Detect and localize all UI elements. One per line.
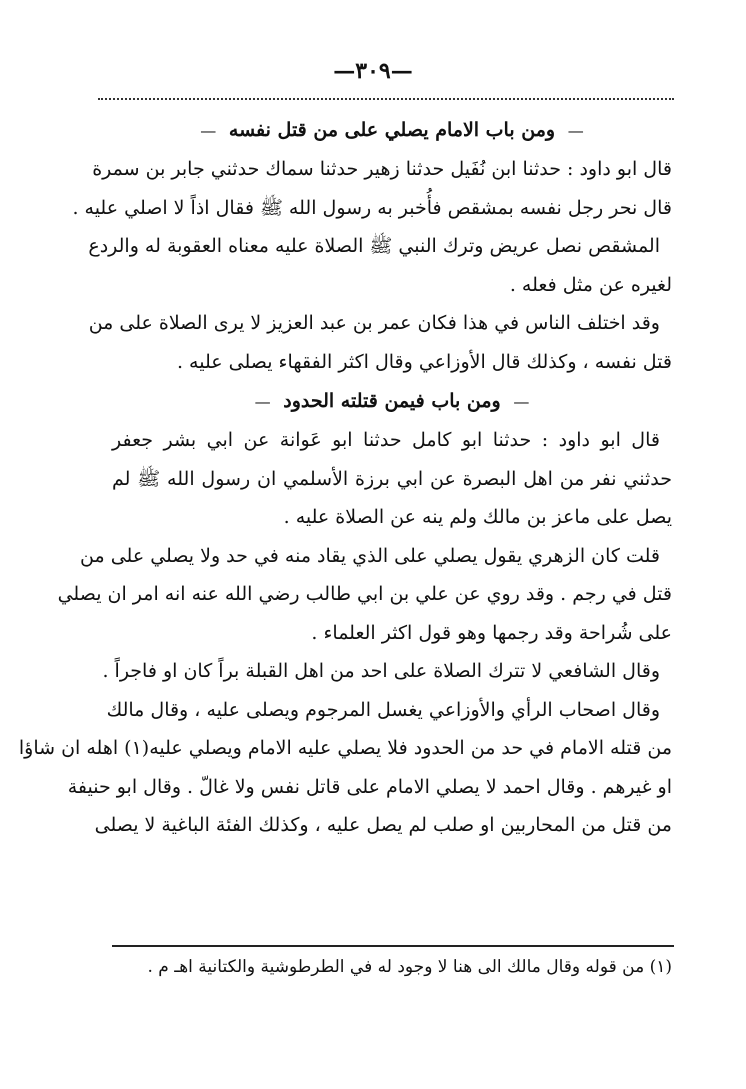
footnote-rule — [112, 945, 674, 947]
section-heading-1-text: ومن باب الامام يصلي على من قتل نفسه — [228, 119, 556, 141]
text-line: قال ابو داود : حدثنا ابو كامل حدثنا ابو عَوانة عن ابي بشر جعفر — [112, 429, 660, 451]
heading-ornament-right: — — [513, 392, 530, 411]
section-heading-1 — [112, 110, 672, 150]
text-line: المشقص نصل عريض وترك النبي ﷺ الصلاة عليه معناه العقوبة له والردع — [88, 235, 660, 257]
heading-ornament-right: — — [567, 121, 584, 140]
page-body — [18, 110, 672, 845]
text-line: قتل في رجم . وقد روي عن علي بن ابي طالب رضي الله عنه انه امر ان يصلي — [57, 583, 672, 605]
text-line: لغيره عن مثل فعله . — [509, 273, 672, 296]
text-line: او غيرهم . وقال احمد لا يصلي الامام على قاتل نفس ولا غالّ . وقال ابو حنيفة — [67, 775, 672, 798]
text-line: قتل نفسه ، وكذلك قال الأوزاعي وقال اكثر الفقهاء يصلى عليه . — [176, 350, 672, 373]
text-line: وقد اختلف الناس في هذا فكان عمر بن عبد العزيز لا يرى الصلاة على من — [88, 312, 660, 334]
top-dotted-rule — [98, 98, 674, 100]
text-line: من قتله الامام في حد من الحدود فلا يصلي عليه الامام ويصلي عليه(١) اهله ان شاؤا — [18, 737, 672, 759]
text-line: قال نحر رجل نفسه بمشقص فأُخبر به رسول الله ﷺ فقال اذاً لا اصلي عليه . — [72, 196, 672, 219]
text-line: حدثني نفر من اهل البصرة عن ابي برزة الأسلمي ان رسول الله ﷺ لم — [112, 467, 672, 490]
text-line: وقال اصحاب الرأي والأوزاعي يغسل المرجوم ويصلى عليه ، وقال مالك — [106, 698, 660, 721]
footnote: (١) من قوله وقال مالك الى هنا لا وجود له في الطرطوشية والكتانية اهـ م . — [147, 957, 672, 977]
text-line: قلت كان الزهري يقول يصلي على الذي يقاد منه في حد ولا يصلي على من — [80, 544, 660, 567]
heading-ornament-left: — — [254, 392, 271, 411]
text-line: من قتل من المحاربين او صلب لم يصل عليه ، وكذلك الفئة الباغية لا يصلى — [94, 814, 672, 836]
text-line: قال ابو داود : حدثنا ابن نُفَيل حدثنا زهير حدثنا سماك حدثني جابر بن سمرة — [92, 158, 672, 180]
text-line: على شُراحة وقد رجمها وهو قول اكثر العلماء . — [311, 621, 672, 644]
section-heading-2 — [112, 381, 672, 421]
text-line: يصل على ماعز بن مالك ولم ينه عن الصلاة عليه . — [283, 506, 672, 528]
heading-ornament-left: — — [200, 121, 217, 140]
section-heading-2-text: ومن باب فيمن قتلته الحدود — [283, 390, 501, 412]
page-number: —٣٠٩— — [333, 58, 413, 84]
text-line: وقال الشافعي لا تترك الصلاة على احد من اهل القبلة براً كان او فاجراً . — [102, 660, 660, 682]
